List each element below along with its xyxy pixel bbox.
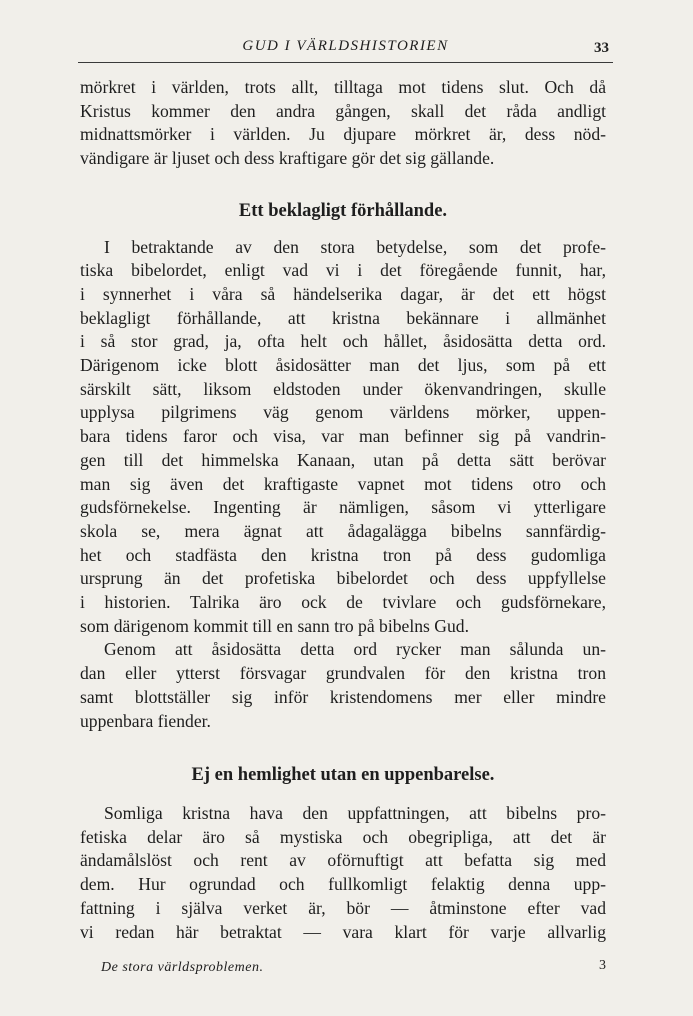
text-line: i historien. Talrika äro ock de tvivlare och gudsförnekare, [80,592,606,613]
section2-paragraph-1 [80,802,606,944]
page-number: 33 [594,40,609,56]
text-line: uppenbara fiender. [80,710,211,731]
text-line: vändigare är ljuset och dess kraftigare gör det sig gällande. [80,148,495,169]
text-line: gen till det himmelska Kanaan, utan på detta sätt berövar [80,449,606,470]
footer-book-title: De stora världsproblemen. [101,960,264,975]
text-line: beklagligt förhållande, att kristna bekännare i allmänhet [80,307,606,328]
running-head [78,36,613,63]
text-line: mörkret i världen, trots allt, tilltaga mot tidens slut. Och då [80,77,606,97]
text-line: ändamålslöst och rent av oförnuftigt att befatta sig med [80,850,606,871]
body-text [80,76,606,944]
text-line: särskilt sätt, liksom eldstoden under ökenvandringen, skulle [80,378,606,399]
text-line: bara tidens faror och visa, var man befinner sig på vandrin- [80,426,606,447]
section1-paragraph-1 [80,236,606,639]
text-line: Genom att åsidosätta detta ord rycker man sålunda un- [104,639,606,660]
text-line: het och stadfästa den kristna tron på dess gudomliga [80,544,606,565]
text-line: i så stor grad, ja, ofta helt och hållet, åsidosätta detta ord. [80,331,606,352]
text-line: samt blottställer sig inför kristendomens mer eller mindre [80,686,606,707]
section-heading-1: Ett beklagligt förhållande. [238,200,448,221]
text-line: i synnerhet i våra så händelserika dagar, är det ett högst [80,283,606,304]
text-line: vi redan här betraktat — vara klart för varje allvarlig [80,921,606,942]
text-line: I betraktande av den stora betydelse, som det profe- [104,236,606,257]
text-line: Därigenom icke blott åsidosätter man det ljus, som på ett [80,355,606,376]
text-line: tiska bibelordet, enligt vad vi i det föregående funnit, har, [80,260,606,281]
text-line: fetiska delar äro så mystiska och obegripliga, att det är [80,826,606,847]
signature-mark: 3 [599,958,606,973]
text-line: man sig även det kraftigaste vapnet mot tidens otro och [80,473,606,494]
text-line: dem. Hur ogrundad och fullkomligt felaktig denna upp- [80,874,606,895]
page-footer [101,960,606,982]
text-line: dan eller ytterst försvagar grundvalen för den kristna tron [80,663,606,684]
text-line: fattning i själva verket är, bör — åtminstone efter vad [80,897,606,918]
running-title: GUD I VÄRLDSHISTORIEN [242,38,449,54]
text-line: ursprung än det profetiska bibelordet och dess uppfyllelse [80,568,606,589]
section1-paragraph-2 [80,638,606,733]
text-line: Somliga kristna hava den uppfattningen, att bibelns pro- [104,802,606,823]
text-line: upplysa pilgrimens väg genom världens mörker, uppen- [80,402,606,423]
text-line: gudsförnekelse. Ingenting är nämligen, såsom vi ytterligare [80,497,606,518]
intro-paragraph [80,76,606,171]
text-line: midnattsmörker i världen. Ju djupare mörkret är, dess nöd- [80,124,606,145]
text-line: som därigenom kommit till en sann tro på bibelns Gud. [80,615,469,636]
section-heading-2: Ej en hemlighet utan en uppenbarelse. [191,765,495,786]
text-line: Kristus kommer den andra gången, skall det råda andligt [80,100,606,121]
text-line: skola se, mera ägnat att ådagalägga bibelns sannfärdig- [80,520,606,541]
